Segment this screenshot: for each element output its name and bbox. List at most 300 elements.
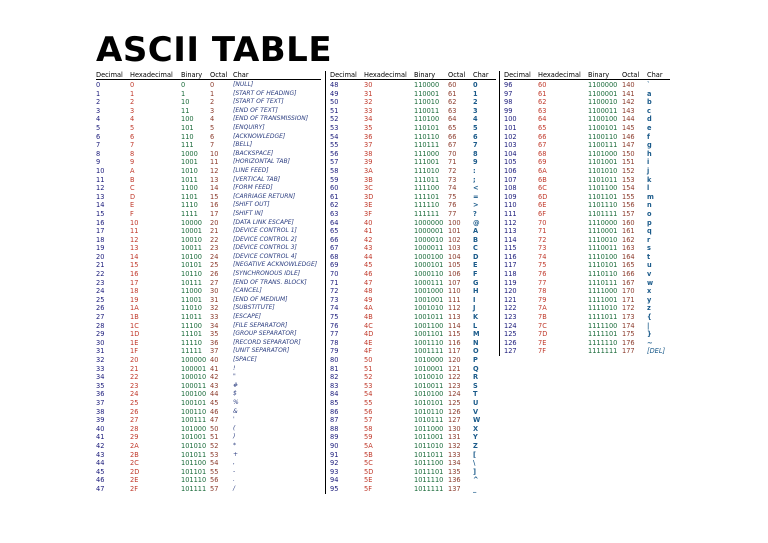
cell-char: -: [233, 467, 236, 475]
cell-char: h: [647, 149, 652, 158]
cell-octal: 57: [210, 484, 219, 493]
cell-octal: 172: [622, 304, 635, 313]
cell-hexadecimal: 13: [130, 244, 139, 253]
cell-decimal: 77: [330, 330, 339, 339]
cell-decimal: 20: [96, 252, 105, 261]
cell-decimal: 88: [330, 424, 339, 433]
cell-hexadecimal: 1F: [130, 347, 138, 356]
cell-char: ~: [647, 338, 653, 347]
cell-octal: 66: [448, 132, 457, 141]
cell-hexadecimal: 43: [364, 244, 373, 253]
cell-char: n: [647, 201, 652, 210]
cell-char: A: [473, 227, 479, 236]
cell-hexadecimal: 70: [538, 218, 547, 227]
cell-decimal: 47: [96, 484, 105, 493]
cell-octal: 120: [448, 356, 461, 364]
cell-char: [END OF TRANSMISSION]: [233, 115, 309, 123]
cell-decimal: 1: [96, 89, 101, 98]
table-row: [330, 382, 496, 391]
cell-char: &: [233, 407, 238, 415]
cell-decimal: 98: [504, 98, 513, 107]
cell-char: [END OF TEXT]: [233, 106, 278, 114]
cell-char: #: [233, 381, 239, 389]
cell-char: t: [647, 252, 651, 261]
cell-octal: 2: [210, 98, 215, 107]
table-row: [330, 296, 496, 305]
cell-char: [CANCEL]: [233, 287, 262, 295]
cell-hexadecimal: 18: [130, 287, 139, 296]
cell-binary: 1111001: [588, 295, 618, 304]
cell-char: q: [647, 227, 652, 236]
table-row: [96, 347, 321, 356]
cell-hexadecimal: 7C: [538, 321, 547, 330]
cell-binary: 1000010: [414, 235, 444, 244]
header-hexadecimal: Hexadecimal: [538, 71, 581, 79]
cell-hexadecimal: 68: [538, 149, 547, 158]
cell-decimal: 109: [504, 192, 517, 201]
cell-octal: 156: [622, 201, 635, 210]
table-row: [96, 442, 321, 451]
cell-binary: 101000: [181, 424, 207, 433]
cell-char: m: [647, 192, 654, 201]
table-header: [96, 71, 321, 80]
cell-decimal: 46: [96, 476, 105, 485]
cell-octal: 154: [622, 184, 635, 193]
table-row: [330, 485, 496, 494]
cell-hexadecimal: 12: [130, 235, 139, 244]
cell-binary: 110101: [414, 123, 440, 132]
cell-char: [ESCAPE]: [233, 313, 261, 321]
cell-char: b: [647, 98, 652, 107]
cell-decimal: 50: [330, 98, 339, 107]
cell-binary: 1101100: [588, 184, 618, 193]
table-row: [330, 425, 496, 434]
cell-char: [FORM FEED]: [233, 184, 273, 192]
cell-binary: 110001: [414, 89, 440, 98]
cell-binary: 1101110: [588, 201, 618, 210]
table-row: [330, 476, 496, 485]
table-row: [96, 373, 321, 382]
cell-char: [DEVICE CONTROL 1]: [233, 227, 297, 235]
cell-binary: 111110: [414, 201, 440, 210]
cell-decimal: 57: [330, 158, 339, 167]
cell-binary: 1110010: [588, 235, 618, 244]
table-row: [330, 150, 496, 159]
cell-binary: 1000001: [414, 227, 444, 236]
cell-decimal: 24: [96, 287, 105, 296]
cell-hexadecimal: 1B: [130, 313, 139, 322]
table-row: [330, 459, 496, 468]
cell-binary: 1100011: [588, 106, 618, 115]
cell-decimal: 73: [330, 295, 339, 304]
cell-char: J: [473, 304, 476, 313]
cell-decimal: 40: [96, 424, 105, 433]
cell-binary: 1010001: [414, 364, 444, 373]
cell-decimal: 6: [96, 132, 101, 141]
table-row: [96, 124, 321, 133]
header-char: Char: [233, 71, 249, 79]
cell-octal: 55: [210, 467, 219, 476]
cell-hexadecimal: 9: [130, 158, 135, 167]
cell-hexadecimal: 39: [364, 158, 373, 167]
cell-char: |: [647, 321, 650, 330]
table-row: [330, 356, 496, 365]
cell-binary: 1100010: [588, 98, 618, 107]
cell-decimal: 94: [330, 476, 339, 485]
cell-hexadecimal: 54: [364, 390, 373, 399]
cell-octal: 143: [622, 106, 635, 115]
cell-char: s: [647, 244, 651, 253]
cell-binary: 1011001: [414, 433, 444, 442]
cell-binary: 111100: [414, 184, 440, 193]
table-row: [96, 81, 321, 90]
cell-decimal: 53: [330, 123, 339, 132]
cell-binary: 11111: [181, 347, 202, 356]
cell-octal: 10: [210, 149, 219, 158]
cell-hexadecimal: 79: [538, 295, 547, 304]
cell-decimal: 108: [504, 184, 517, 193]
cell-char: N: [473, 338, 479, 347]
cell-hexadecimal: 4A: [364, 304, 373, 313]
table-row: [504, 150, 670, 159]
cell-hexadecimal: F: [130, 209, 134, 218]
cell-char: [DEVICE CONTROL 3]: [233, 244, 297, 252]
table-row: [504, 167, 670, 176]
cell-char: x: [647, 287, 652, 296]
cell-decimal: 39: [96, 416, 105, 425]
cell-decimal: 59: [330, 175, 339, 184]
cell-octal: 105: [448, 261, 461, 270]
cell-char: [NEGATIVE ACKNOWLEDGE]: [233, 261, 318, 269]
table-row: [96, 141, 321, 150]
cell-char: {: [647, 313, 652, 322]
table-row: [96, 210, 321, 219]
table-header: [504, 71, 670, 80]
cell-octal: 126: [448, 407, 461, 416]
cell-decimal: 70: [330, 270, 339, 279]
cell-char: C: [473, 244, 478, 253]
cell-octal: 24: [210, 252, 219, 261]
cell-octal: 146: [622, 132, 635, 141]
cell-char: k: [647, 175, 652, 184]
table-row: [330, 442, 496, 451]
cell-octal: 123: [448, 381, 461, 390]
cell-octal: 165: [622, 261, 635, 270]
cell-char: }: [647, 330, 652, 339]
cell-char: K: [473, 313, 479, 322]
cell-hexadecimal: 6C: [538, 184, 547, 193]
table-row: [504, 107, 670, 116]
cell-hexadecimal: 5F: [364, 484, 372, 493]
cell-binary: 1010100: [414, 390, 444, 399]
cell-binary: 110: [181, 132, 194, 141]
cell-octal: 13: [210, 175, 219, 184]
cell-char: $: [233, 390, 237, 398]
cell-octal: 130: [448, 424, 461, 433]
cell-octal: 171: [622, 295, 635, 304]
cell-hexadecimal: 40: [364, 218, 373, 227]
cell-octal: 53: [210, 450, 219, 459]
table-row: [330, 210, 496, 219]
cell-octal: 1: [210, 89, 215, 98]
cell-binary: 1001011: [414, 313, 444, 322]
cell-hexadecimal: 76: [538, 270, 547, 279]
table-row: [96, 90, 321, 99]
cell-hexadecimal: A: [130, 166, 135, 175]
cell-char: ^: [473, 476, 479, 485]
cell-decimal: 49: [330, 89, 339, 98]
cell-octal: 161: [622, 227, 635, 236]
cell-char: 5: [473, 123, 478, 132]
table-row: [504, 322, 670, 331]
cell-octal: 64: [448, 115, 457, 124]
cell-hexadecimal: 2F: [130, 484, 138, 493]
table-row: [504, 253, 670, 262]
cell-decimal: 58: [330, 166, 339, 175]
table-row: [96, 133, 321, 142]
cell-char: `: [647, 81, 651, 89]
cell-octal: 103: [448, 244, 461, 253]
table-row: [96, 304, 321, 313]
cell-binary: 1101111: [588, 209, 618, 218]
cell-octal: 62: [448, 98, 457, 107]
cell-octal: 135: [448, 467, 461, 476]
table-rows: [330, 81, 496, 494]
cell-octal: 34: [210, 321, 219, 330]
cell-decimal: 7: [96, 141, 101, 150]
cell-char: (: [233, 424, 236, 432]
cell-hexadecimal: E: [130, 201, 135, 210]
cell-hexadecimal: 53: [364, 381, 373, 390]
cell-binary: 1111000: [588, 287, 618, 296]
cell-binary: 1111011: [588, 313, 618, 322]
cell-octal: 33: [210, 313, 219, 322]
cell-octal: 35: [210, 330, 219, 339]
cell-octal: 174: [622, 321, 635, 330]
cell-binary: 110010: [414, 98, 440, 107]
cell-octal: 74: [448, 184, 457, 193]
cell-binary: 1011101: [414, 467, 444, 476]
cell-hexadecimal: 67: [538, 141, 547, 150]
table-row: [96, 330, 321, 339]
cell-decimal: 62: [330, 201, 339, 210]
cell-char: 8: [473, 149, 478, 158]
cell-binary: 1000011: [414, 244, 444, 253]
table-row: [504, 261, 670, 270]
cell-binary: 1110111: [588, 278, 618, 287]
cell-decimal: 69: [330, 261, 339, 270]
table-row: [330, 184, 496, 193]
cell-octal: 173: [622, 313, 635, 322]
cell-octal: 111: [448, 295, 461, 304]
cell-octal: 44: [210, 390, 219, 399]
cell-hexadecimal: 32: [364, 98, 373, 107]
cell-decimal: 114: [504, 235, 517, 244]
cell-octal: 6: [210, 132, 215, 141]
cell-decimal: 56: [330, 149, 339, 158]
cell-hexadecimal: 2D: [130, 467, 140, 476]
cell-binary: 101011: [181, 450, 207, 459]
cell-octal: 144: [622, 115, 635, 124]
cell-decimal: 82: [330, 373, 339, 382]
table-row: [96, 270, 321, 279]
cell-decimal: 85: [330, 398, 339, 407]
cell-binary: 1100100: [588, 115, 618, 124]
cell-char: [START OF TEXT]: [233, 98, 284, 106]
cell-hexadecimal: 26: [130, 407, 139, 416]
cell-decimal: 18: [96, 235, 105, 244]
cell-hexadecimal: 36: [364, 132, 373, 141]
cell-char: F: [473, 270, 478, 279]
cell-decimal: 65: [330, 227, 339, 236]
cell-binary: 1101: [181, 192, 198, 201]
cell-char: c: [647, 106, 651, 115]
cell-char: [SUBSTITUTE]: [233, 304, 275, 312]
cell-octal: 133: [448, 450, 461, 459]
cell-decimal: 43: [96, 450, 105, 459]
cell-octal: 42: [210, 373, 219, 382]
cell-octal: 145: [622, 123, 635, 132]
cell-octal: 164: [622, 252, 635, 261]
table-row: [96, 287, 321, 296]
cell-hexadecimal: 7D: [538, 330, 548, 339]
cell-hexadecimal: 17: [130, 278, 139, 287]
cell-binary: 100100: [181, 390, 207, 399]
cell-char: H: [473, 287, 479, 296]
cell-char: ": [233, 373, 236, 381]
cell-char: P: [473, 356, 478, 364]
cell-decimal: 52: [330, 115, 339, 124]
cell-hexadecimal: 52: [364, 373, 373, 382]
cell-decimal: 100: [504, 115, 517, 124]
cell-decimal: 55: [330, 141, 339, 150]
cell-hexadecimal: 74: [538, 252, 547, 261]
table-row: [96, 236, 321, 245]
cell-decimal: 67: [330, 244, 339, 253]
cell-binary: 1101011: [588, 175, 618, 184]
cell-hexadecimal: 1A: [130, 304, 139, 313]
cell-octal: 151: [622, 158, 635, 167]
cell-octal: 60: [448, 81, 457, 89]
cell-char: w: [647, 278, 654, 287]
cell-hexadecimal: 31: [364, 89, 373, 98]
cell-hexadecimal: 10: [130, 218, 139, 227]
cell-decimal: 4: [96, 115, 101, 124]
cell-char: o: [647, 209, 652, 218]
cell-hexadecimal: 28: [130, 424, 139, 433]
cell-char: :: [473, 166, 476, 175]
cell-hexadecimal: 37: [364, 141, 373, 150]
table-row: [96, 107, 321, 116]
cell-octal: 37: [210, 347, 219, 356]
cell-octal: 51: [210, 433, 219, 442]
cell-hexadecimal: 29: [130, 433, 139, 442]
cell-char: p: [647, 218, 652, 227]
cell-decimal: 27: [96, 313, 105, 322]
cell-hexadecimal: 3A: [364, 166, 373, 175]
table-row: [330, 253, 496, 262]
table-row: [330, 330, 496, 339]
cell-hexadecimal: 75: [538, 261, 547, 270]
table-row: [96, 176, 321, 185]
cell-hexadecimal: 3E: [364, 201, 373, 210]
cell-char: [BACKSPACE]: [233, 149, 274, 157]
cell-char: ): [233, 433, 236, 441]
cell-hexadecimal: 55: [364, 398, 373, 407]
cell-hexadecimal: 64: [538, 115, 547, 124]
cell-octal: 40: [210, 356, 219, 364]
cell-decimal: 75: [330, 313, 339, 322]
cell-hexadecimal: 4C: [364, 321, 373, 330]
cell-binary: 1000100: [414, 252, 444, 261]
cell-decimal: 30: [96, 338, 105, 347]
table-row: [330, 347, 496, 356]
table-row: [504, 81, 670, 90]
cell-binary: 101: [181, 123, 194, 132]
table-row: [96, 322, 321, 331]
cell-octal: 31: [210, 295, 219, 304]
cell-hexadecimal: 5C: [364, 459, 373, 468]
cell-octal: 101: [448, 227, 461, 236]
cell-char: %: [233, 398, 239, 406]
cell-decimal: 29: [96, 330, 105, 339]
cell-binary: 1100001: [588, 89, 618, 98]
cell-char: [HORIZONTAL TAB]: [233, 158, 290, 166]
cell-char: [DATA LINK ESCAPE]: [233, 218, 294, 226]
cell-octal: 43: [210, 381, 219, 390]
table-row: [96, 390, 321, 399]
cell-hexadecimal: 6: [130, 132, 135, 141]
cell-binary: 111000: [414, 149, 440, 158]
cell-decimal: 41: [96, 433, 105, 442]
cell-octal: 26: [210, 270, 219, 279]
table-row: [96, 201, 321, 210]
cell-binary: 1001010: [414, 304, 444, 313]
cell-binary: 1101001: [588, 158, 618, 167]
table-row: [96, 416, 321, 425]
table-row: [504, 201, 670, 210]
cell-decimal: 3: [96, 106, 101, 115]
cell-octal: 32: [210, 304, 219, 313]
cell-hexadecimal: 1C: [130, 321, 139, 330]
cell-hexadecimal: 25: [130, 398, 139, 407]
table-row: [330, 279, 496, 288]
table-row: [96, 150, 321, 159]
cell-decimal: 54: [330, 132, 339, 141]
cell-binary: 1111110: [588, 338, 618, 347]
cell-hexadecimal: 56: [364, 407, 373, 416]
cell-char: 9: [473, 158, 478, 167]
cell-binary: 11100: [181, 321, 202, 330]
cell-decimal: 99: [504, 106, 513, 115]
cell-binary: 101010: [181, 441, 207, 450]
table-row: [330, 390, 496, 399]
cell-decimal: 9: [96, 158, 101, 167]
cell-decimal: 76: [330, 321, 339, 330]
cell-char: d: [647, 115, 652, 124]
cell-binary: 1010110: [414, 407, 444, 416]
cell-hexadecimal: 2B: [130, 450, 139, 459]
cell-hexadecimal: 47: [364, 278, 373, 287]
cell-decimal: 121: [504, 295, 517, 304]
cell-octal: 160: [622, 218, 635, 227]
cell-hexadecimal: 49: [364, 295, 373, 304]
cell-hexadecimal: 8: [130, 149, 135, 158]
cell-decimal: 10: [96, 166, 105, 175]
cell-octal: 107: [448, 278, 461, 287]
cell-decimal: 86: [330, 407, 339, 416]
cell-hexadecimal: 63: [538, 106, 547, 115]
